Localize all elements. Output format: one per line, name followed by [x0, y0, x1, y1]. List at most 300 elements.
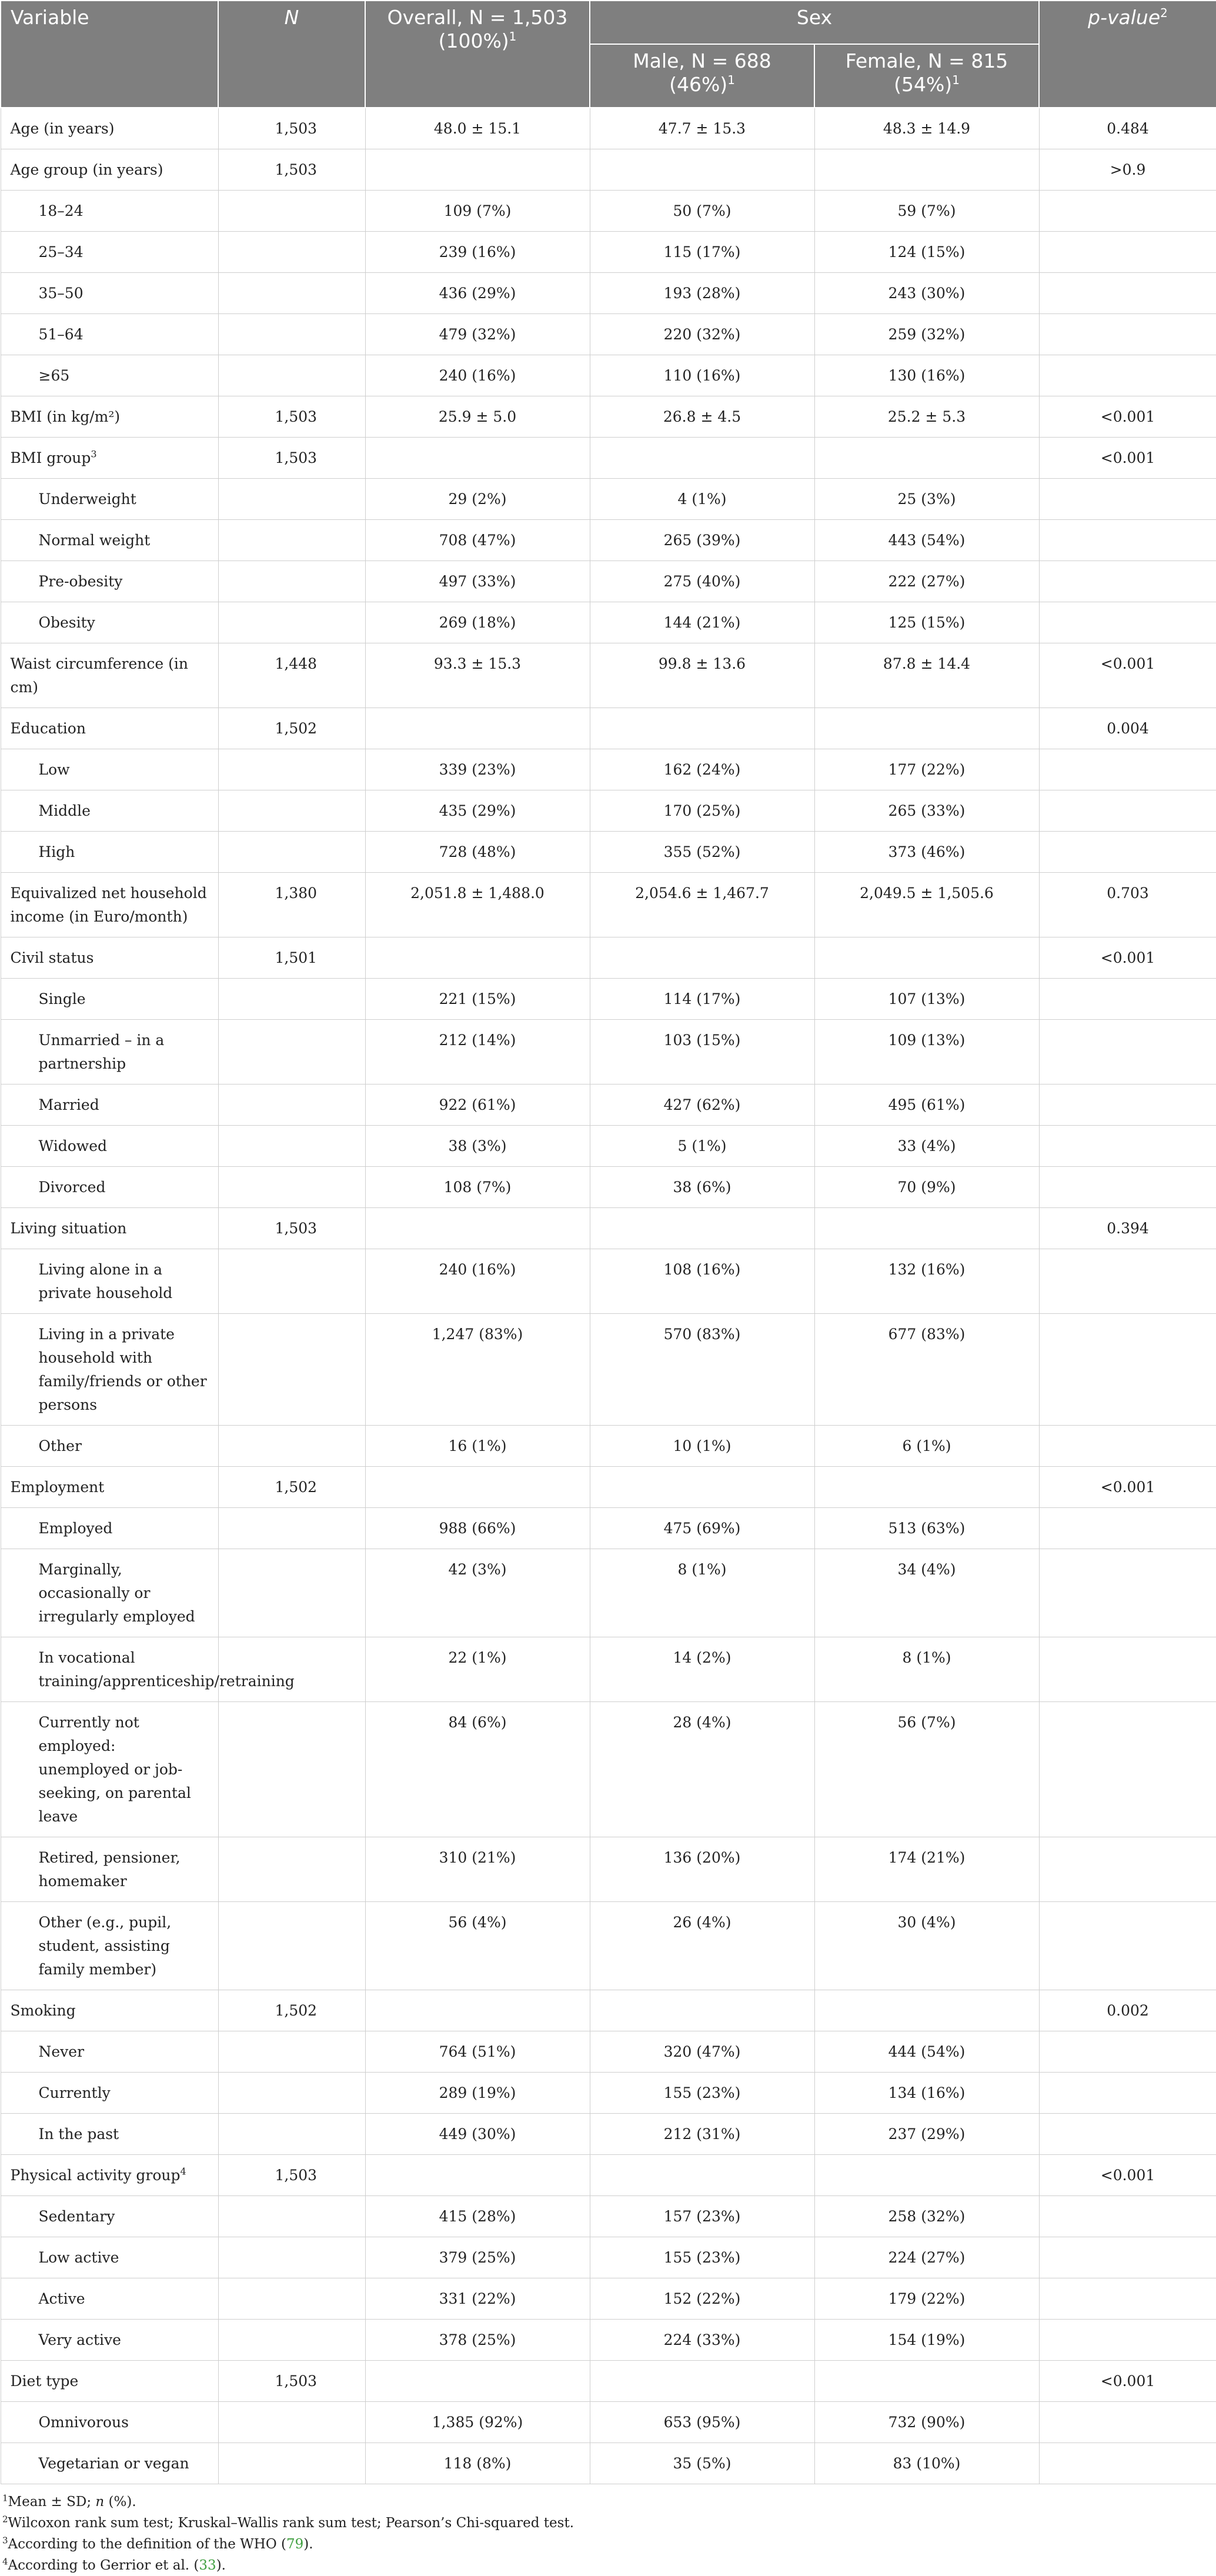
cell-male: 152 (22%) [590, 2278, 814, 2320]
cell-overall: 922 (61%) [365, 1085, 590, 1126]
cell-overall: 48.0 ± 15.1 [365, 108, 590, 149]
table-row [1, 438, 1216, 479]
cell-male [590, 2361, 814, 2402]
cell-n: 1,503 [218, 2361, 365, 2402]
cell-overall: 331 (22%) [365, 2278, 590, 2320]
table-row [1, 749, 1216, 790]
cell-pvalue [1039, 2320, 1216, 2361]
variable-label: Physical activity group [10, 2167, 181, 2184]
cell-pvalue [1039, 832, 1216, 873]
variable-label: Middle [38, 802, 91, 819]
cell-pvalue: <0.001 [1039, 937, 1216, 979]
cell-male: 427 (62%) [590, 1085, 814, 1126]
variable-label: Very active [38, 2331, 121, 2348]
cell-overall: 16 (1%) [365, 1426, 590, 1467]
table-row [1, 2155, 1216, 2196]
table-row [1, 1902, 1216, 1990]
cell-n [218, 2320, 365, 2361]
cell-n [218, 790, 365, 832]
cell-n [218, 1126, 365, 1167]
cell-female: 33 (4%) [814, 1126, 1039, 1167]
cell-male: 115 (17%) [590, 232, 814, 273]
cell-female: 154 (19%) [814, 2320, 1039, 2361]
variable-label: Employment [10, 1479, 105, 1496]
cell-overall [365, 149, 590, 191]
table-row [1, 1126, 1216, 1167]
cell-pvalue [1039, 2402, 1216, 2443]
cell-overall: 1,385 (92%) [365, 2402, 590, 2443]
cell-overall: 415 (28%) [365, 2196, 590, 2237]
cell-female: 243 (30%) [814, 273, 1039, 314]
header-n: N [218, 1, 365, 108]
cell-overall [365, 1990, 590, 2031]
cell-overall [365, 937, 590, 979]
variable-label: Low [38, 761, 70, 778]
cell-variable [1, 832, 218, 873]
cell-n [218, 561, 365, 602]
reference-link[interactable]: 79 [286, 2537, 304, 2552]
table-row [1, 2031, 1216, 2073]
table-row [1, 1467, 1216, 1508]
cell-female: 258 (32%) [814, 2196, 1039, 2237]
cell-n [218, 832, 365, 873]
variable-label: 35–50 [38, 285, 83, 302]
cell-pvalue [1039, 749, 1216, 790]
variable-label: Low active [38, 2249, 119, 2266]
cell-pvalue [1039, 479, 1216, 520]
cell-pvalue [1039, 1020, 1216, 1085]
cell-variable [1, 602, 218, 643]
variable-label: Waist circumference (in cm) [10, 655, 188, 696]
table-row [1, 979, 1216, 1020]
cell-n [218, 2402, 365, 2443]
table-row [1, 2443, 1216, 2484]
cell-pvalue [1039, 520, 1216, 561]
variable-label: Currently [38, 2084, 111, 2101]
cell-pvalue: 0.394 [1039, 1208, 1216, 1249]
table-row [1, 1702, 1216, 1837]
cell-female: 25.2 ± 5.3 [814, 396, 1039, 438]
table-row [1, 1020, 1216, 1085]
cell-variable [1, 1637, 295, 1702]
table-row [1, 2237, 1216, 2278]
cell-n [218, 1167, 365, 1208]
variable-label: Currently not employed: unemployed or job-seeking, on parental leave [38, 1714, 191, 1825]
cell-variable [1, 1208, 218, 1249]
cell-variable [1, 2073, 218, 2114]
cell-overall: 708 (47%) [365, 520, 590, 561]
variable-label: Obesity [38, 614, 95, 631]
cell-male: 162 (24%) [590, 749, 814, 790]
variable-label: Living in a private household with family/friends or other persons [38, 1326, 207, 1413]
table-row [1, 2114, 1216, 2155]
cell-variable [1, 108, 218, 149]
cell-overall: 449 (30%) [365, 2114, 590, 2155]
cell-n [218, 355, 365, 396]
cell-overall: 240 (16%) [365, 355, 590, 396]
cell-overall: 239 (16%) [365, 232, 590, 273]
cell-female: 177 (22%) [814, 749, 1039, 790]
cell-pvalue [1039, 1837, 1216, 1902]
variable-label: Marginally, occasionally or irregularly employed [38, 1561, 195, 1625]
cell-n [218, 1249, 365, 1314]
cell-female [814, 2361, 1039, 2402]
cell-female: 130 (16%) [814, 355, 1039, 396]
cell-male: 570 (83%) [590, 1314, 814, 1426]
cell-n [218, 602, 365, 643]
cell-pvalue: 0.703 [1039, 873, 1216, 937]
cell-n [218, 1837, 365, 1902]
cell-pvalue: <0.001 [1039, 643, 1216, 708]
cell-male: 212 (31%) [590, 2114, 814, 2155]
cell-male: 320 (47%) [590, 2031, 814, 2073]
cell-female: 8 (1%) [814, 1637, 1039, 1702]
table-row [1, 232, 1216, 273]
cell-male: 155 (23%) [590, 2073, 814, 2114]
cell-pvalue [1039, 355, 1216, 396]
cell-pvalue [1039, 602, 1216, 643]
variable-label: Active [38, 2290, 85, 2307]
cell-overall: 310 (21%) [365, 1837, 590, 1902]
cell-variable [1, 979, 218, 1020]
cell-female: 30 (4%) [814, 1902, 1039, 1990]
cell-male: 155 (23%) [590, 2237, 814, 2278]
cell-male: 170 (25%) [590, 790, 814, 832]
cell-female: 25 (3%) [814, 479, 1039, 520]
cell-variable [1, 749, 218, 790]
cell-female: 2,049.5 ± 1,505.6 [814, 873, 1039, 937]
variable-label: BMI (in kg/m²) [10, 408, 121, 425]
cell-male: 26 (4%) [590, 1902, 814, 1990]
table-row [1, 1990, 1216, 2031]
cell-pvalue [1039, 2031, 1216, 2073]
cell-female: 34 (4%) [814, 1549, 1039, 1637]
table-row [1, 1837, 1216, 1902]
table-row [1, 191, 1216, 232]
cell-overall: 56 (4%) [365, 1902, 590, 1990]
cell-n: 1,448 [218, 643, 365, 708]
cell-variable [1, 438, 218, 479]
cell-variable [1, 2320, 218, 2361]
table-body [1, 108, 1216, 2484]
cell-female: 124 (15%) [814, 232, 1039, 273]
variable-label: 25–34 [38, 243, 83, 261]
variable-label: Divorced [38, 1179, 106, 1196]
cell-variable [1, 314, 218, 355]
table-row [1, 1426, 1216, 1467]
cell-overall [365, 2155, 590, 2196]
cell-variable [1, 2278, 218, 2320]
cell-male: 2,054.6 ± 1,467.7 [590, 873, 814, 937]
cell-female: 132 (16%) [814, 1249, 1039, 1314]
cell-pvalue [1039, 1126, 1216, 1167]
table-row [1, 2278, 1216, 2320]
cell-variable [1, 708, 218, 749]
cell-pvalue [1039, 1167, 1216, 1208]
variable-label: Employed [38, 1520, 113, 1537]
cell-male: 653 (95%) [590, 2402, 814, 2443]
cell-variable [1, 2114, 218, 2155]
cell-n: 1,503 [218, 396, 365, 438]
cell-variable [1, 1508, 218, 1549]
cell-male: 475 (69%) [590, 1508, 814, 1549]
cell-female: 6 (1%) [814, 1426, 1039, 1467]
cell-variable [1, 355, 218, 396]
variable-label: Age (in years) [10, 120, 115, 137]
cell-variable [1, 1126, 218, 1167]
cell-pvalue [1039, 2278, 1216, 2320]
cell-pvalue [1039, 1249, 1216, 1314]
variable-label: In the past [38, 2125, 119, 2143]
cell-overall: 1,247 (83%) [365, 1314, 590, 1426]
cell-female: 677 (83%) [814, 1314, 1039, 1426]
cell-overall: 379 (25%) [365, 2237, 590, 2278]
cell-variable [1, 1167, 218, 1208]
variable-label: Other (e.g., pupil, student, assisting family member) [38, 1914, 172, 1978]
cell-variable [1, 2237, 218, 2278]
cell-overall [365, 1467, 590, 1508]
table-row [1, 314, 1216, 355]
cell-n [218, 232, 365, 273]
cell-pvalue: <0.001 [1039, 438, 1216, 479]
cell-variable [1, 191, 218, 232]
table-row [1, 520, 1216, 561]
table-row [1, 1249, 1216, 1314]
cell-n [218, 2237, 365, 2278]
cell-variable [1, 2402, 218, 2443]
table-row [1, 479, 1216, 520]
cell-male [590, 937, 814, 979]
cell-n: 1,502 [218, 1467, 365, 1508]
cell-n [218, 2114, 365, 2155]
cell-male: 35 (5%) [590, 2443, 814, 2484]
header-male: Male, N = 688 $(46\%)^1$ [590, 44, 814, 108]
cell-male: 110 (16%) [590, 355, 814, 396]
cell-male: 4 (1%) [590, 479, 814, 520]
cell-pvalue [1039, 1637, 1216, 1702]
cell-variable [1, 1467, 218, 1508]
cell-male: 103 (15%) [590, 1020, 814, 1085]
header-female: Female, N = 815 $(54\%)^1$ [814, 44, 1039, 108]
cell-n [218, 1902, 365, 1990]
cell-overall: 221 (15%) [365, 979, 590, 1020]
cell-overall: 108 (7%) [365, 1167, 590, 1208]
cell-overall: 764 (51%) [365, 2031, 590, 2073]
cell-female: 265 (33%) [814, 790, 1039, 832]
cell-female: 56 (7%) [814, 1702, 1039, 1837]
footnote-1: $^1$Mean ± SD; n (%). [2, 2492, 136, 2510]
cell-female: 224 (27%) [814, 2237, 1039, 2278]
cell-n: 1,502 [218, 1990, 365, 2031]
cell-variable [1, 479, 218, 520]
table-row [1, 1508, 1216, 1549]
table-row [1, 1549, 1216, 1637]
cell-pvalue [1039, 1549, 1216, 1637]
variable-label: Widowed [38, 1137, 108, 1154]
cell-variable [1, 1837, 218, 1902]
cell-pvalue: >0.9 [1039, 149, 1216, 191]
cell-n [218, 749, 365, 790]
table-row [1, 1208, 1216, 1249]
cell-n: 1,502 [218, 708, 365, 749]
cell-n [218, 479, 365, 520]
cell-overall: 42 (3%) [365, 1549, 590, 1637]
cell-n: 1,501 [218, 937, 365, 979]
cell-male: 8 (1%) [590, 1549, 814, 1637]
cell-variable [1, 232, 218, 273]
cell-male: 144 (21%) [590, 602, 814, 643]
reference-link[interactable]: 33 [199, 2558, 216, 2573]
cell-pvalue [1039, 2114, 1216, 2155]
cell-variable [1, 1085, 218, 1126]
variable-label: Single [38, 990, 86, 1007]
cell-pvalue [1039, 1702, 1216, 1837]
cell-pvalue [1039, 561, 1216, 602]
cell-overall: 84 (6%) [365, 1702, 590, 1837]
cell-male [590, 1467, 814, 1508]
cell-overall: 728 (48%) [365, 832, 590, 873]
cell-n [218, 1702, 365, 1837]
cell-female: 134 (16%) [814, 2073, 1039, 2114]
cell-n [218, 273, 365, 314]
cell-overall: 479 (32%) [365, 314, 590, 355]
header-overall: Overall, N = 1,503 $(100\%)^1$ [365, 1, 590, 108]
cell-n [218, 191, 365, 232]
cell-pvalue [1039, 1085, 1216, 1126]
cell-female: 237 (29%) [814, 2114, 1039, 2155]
cell-pvalue [1039, 2073, 1216, 2114]
cell-male: 265 (39%) [590, 520, 814, 561]
cell-male: 136 (20%) [590, 1837, 814, 1902]
table-row [1, 1314, 1216, 1426]
cell-male [590, 438, 814, 479]
cell-n [218, 1426, 365, 1467]
cell-n [218, 2278, 365, 2320]
footnotes [0, 2484, 1216, 2576]
cell-female: 179 (22%) [814, 2278, 1039, 2320]
cell-variable [1, 1702, 218, 1837]
cell-overall: 339 (23%) [365, 749, 590, 790]
cell-female [814, 1467, 1039, 1508]
cell-overall: 25.9 ± 5.0 [365, 396, 590, 438]
table-row [1, 2402, 1216, 2443]
cell-pvalue: <0.001 [1039, 2155, 1216, 2196]
variable-label: Unmarried – in a partnership [38, 1032, 165, 1072]
cell-n [218, 314, 365, 355]
cell-male: 47.7 ± 15.3 [590, 108, 814, 149]
cell-overall: 109 (7%) [365, 191, 590, 232]
table-row [1, 790, 1216, 832]
cell-n: 1,503 [218, 108, 365, 149]
table-row [1, 708, 1216, 749]
cell-overall: 436 (29%) [365, 273, 590, 314]
table-row [1, 149, 1216, 191]
cell-overall: 29 (2%) [365, 479, 590, 520]
cell-female: 373 (46%) [814, 832, 1039, 873]
cell-overall [365, 708, 590, 749]
cell-n: 1,503 [218, 1208, 365, 1249]
variable-label: Age group (in years) [10, 161, 163, 178]
cell-pvalue [1039, 232, 1216, 273]
cell-overall: 93.3 ± 15.3 [365, 643, 590, 708]
cell-overall: 378 (25%) [365, 2320, 590, 2361]
cell-n: 1,503 [218, 149, 365, 191]
cell-variable [1, 2155, 218, 2196]
variable-label: Underweight [38, 490, 136, 508]
cell-variable [1, 2443, 218, 2484]
cell-variable [1, 643, 218, 708]
cell-male: 28 (4%) [590, 1702, 814, 1837]
table-row [1, 937, 1216, 979]
cell-variable [1, 873, 218, 937]
cell-female [814, 937, 1039, 979]
variable-label: Omnivorous [38, 2414, 129, 2431]
cell-n [218, 1020, 365, 1085]
cell-variable [1, 520, 218, 561]
variable-label: Living situation [10, 1220, 127, 1237]
cell-female: 444 (54%) [814, 2031, 1039, 2073]
cell-overall: 435 (29%) [365, 790, 590, 832]
cell-overall: 2,051.8 ± 1,488.0 [365, 873, 590, 937]
cell-variable [1, 561, 218, 602]
table-row [1, 873, 1216, 937]
variable-label: High [38, 843, 75, 860]
variable-label: Civil status [10, 949, 94, 966]
footnote-2: $^2$Wilcoxon rank sum test; Kruskal–Wallis rank sum test; Pearson’s Chi-squared test. [2, 2514, 574, 2531]
cell-male: 26.8 ± 4.5 [590, 396, 814, 438]
cell-n [218, 1549, 365, 1637]
cell-female [814, 1208, 1039, 1249]
cell-variable [1, 1549, 218, 1637]
variable-label: 18–24 [38, 202, 83, 219]
cell-n [218, 979, 365, 1020]
table-row [1, 2073, 1216, 2114]
variable-label: Never [38, 2043, 85, 2060]
table-row [1, 396, 1216, 438]
cell-overall: 269 (18%) [365, 602, 590, 643]
cell-pvalue: 0.484 [1039, 108, 1216, 149]
table-row [1, 832, 1216, 873]
variable-label: ≥65 [38, 367, 70, 384]
header-variable: Variable [1, 1, 218, 108]
cell-variable [1, 1020, 218, 1085]
table-row [1, 643, 1216, 708]
variable-label: Retired, pensioner, homemaker [38, 1849, 181, 1890]
cell-female: 70 (9%) [814, 1167, 1039, 1208]
cell-overall: 289 (19%) [365, 2073, 590, 2114]
cell-female: 222 (27%) [814, 561, 1039, 602]
cell-male: 50 (7%) [590, 191, 814, 232]
cell-male: 108 (16%) [590, 1249, 814, 1314]
cell-pvalue [1039, 191, 1216, 232]
cell-overall: 988 (66%) [365, 1508, 590, 1549]
cell-overall: 497 (33%) [365, 561, 590, 602]
footnote-3: $^3$According to the definition of the WHO (79). [2, 2535, 313, 2552]
cell-female: 732 (90%) [814, 2402, 1039, 2443]
cell-n [218, 1508, 365, 1549]
cell-variable [1, 2196, 218, 2237]
cell-male: 99.8 ± 13.6 [590, 643, 814, 708]
cell-female: 107 (13%) [814, 979, 1039, 1020]
table-row [1, 561, 1216, 602]
cell-overall [365, 1208, 590, 1249]
cell-variable [1, 2361, 218, 2402]
cell-male [590, 2155, 814, 2196]
cell-variable [1, 273, 218, 314]
cell-n: 1,380 [218, 873, 365, 937]
cell-male: 275 (40%) [590, 561, 814, 602]
cell-pvalue [1039, 273, 1216, 314]
